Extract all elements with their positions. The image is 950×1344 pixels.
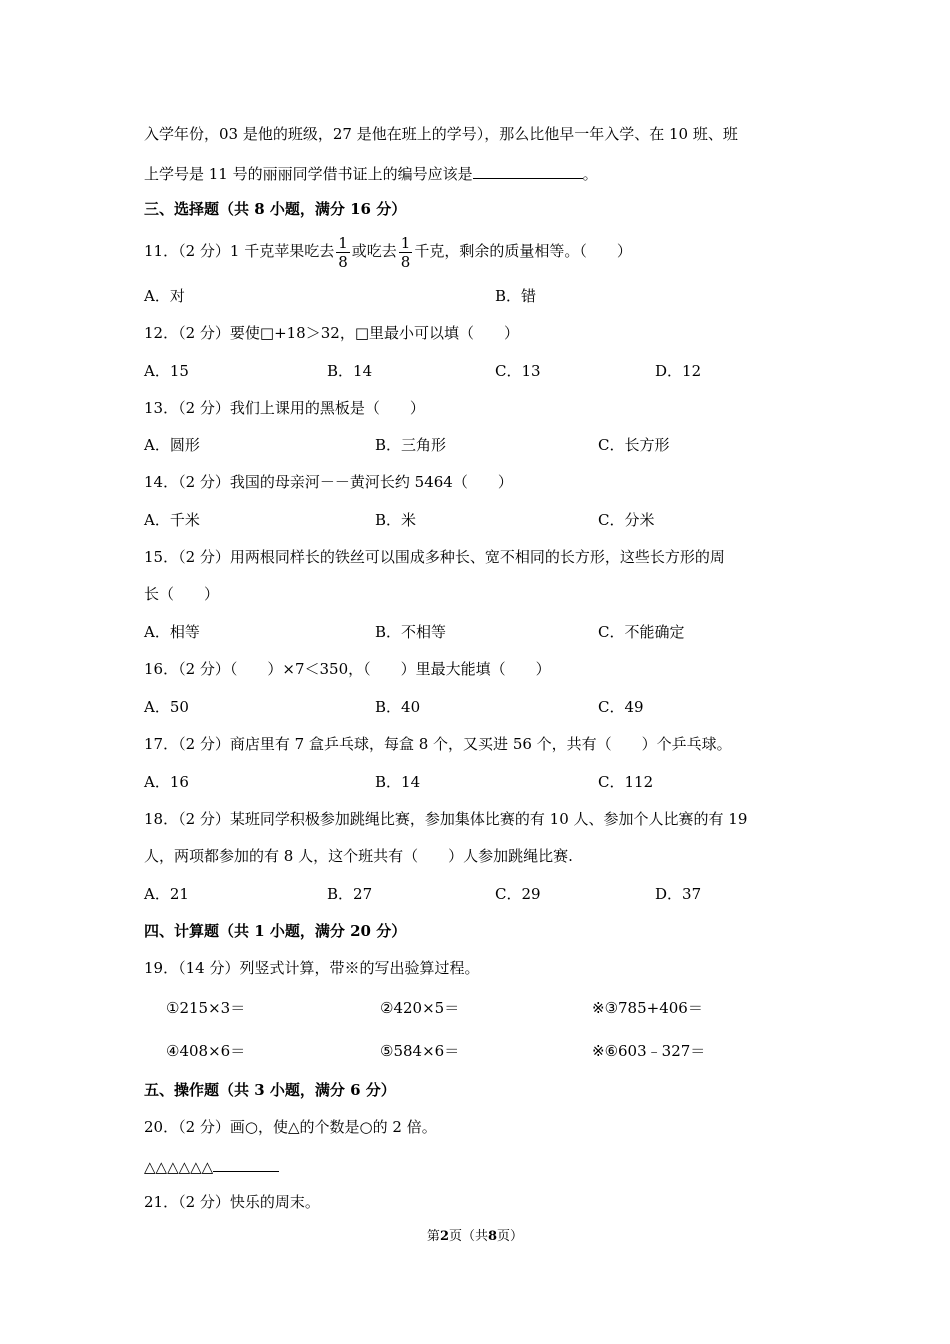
fraction bbox=[399, 234, 413, 271]
page-footer bbox=[0, 1228, 950, 1246]
option: D．37 bbox=[655, 885, 702, 903]
question-11 bbox=[144, 232, 632, 271]
footer-total: 8 bbox=[488, 1229, 498, 1244]
fraction-numerator: 1 bbox=[400, 233, 411, 252]
section-title-choice: 三、选择题（共 8 小题，满分 16 分） bbox=[144, 200, 407, 218]
question-text: 11．（2 分）1 千克苹果吃去 bbox=[144, 242, 335, 260]
option: A．21 bbox=[144, 885, 189, 903]
option: C．不能确定 bbox=[598, 623, 685, 641]
option: A．千米 bbox=[144, 511, 200, 529]
option: C．112 bbox=[598, 773, 654, 791]
footer-text: 页） bbox=[497, 1229, 524, 1244]
question-13: 13．（2 分）我们上课用的黑板是（ ） bbox=[144, 399, 425, 417]
option: A．16 bbox=[144, 773, 189, 791]
question-text: 千克，剩余的质量相等。（ ） bbox=[414, 242, 632, 260]
option: C．29 bbox=[495, 885, 541, 903]
calc-item: ②420×5＝ bbox=[380, 999, 460, 1017]
calc-item: ※⑥603﹣327＝ bbox=[592, 1042, 706, 1060]
option: A．对 bbox=[144, 287, 185, 305]
option: C．49 bbox=[598, 698, 644, 716]
calc-item: ※③785+406＝ bbox=[592, 999, 703, 1017]
option: C．13 bbox=[495, 362, 541, 380]
option: B．27 bbox=[327, 885, 373, 903]
question-20: 20．（2 分）画○，使△的个数是○的 2 倍。 bbox=[144, 1118, 437, 1136]
question-18: 18．（2 分）某班同学积极参加跳绳比赛，参加集体比赛的有 10 人、参加个人比赛的有 19 bbox=[144, 810, 748, 828]
option: A．15 bbox=[144, 362, 189, 380]
question-16: 16．（2 分）（ ）×7＜350，（ ）里最大能填（ ） bbox=[144, 660, 551, 678]
triangle-row: △△△△△△ bbox=[144, 1158, 214, 1176]
section-title-operation: 五、操作题（共 3 小题，满分 6 分） bbox=[144, 1081, 396, 1099]
calc-item: ⑤584×6＝ bbox=[380, 1042, 460, 1060]
answer-blank[interactable] bbox=[213, 1155, 279, 1172]
option: A．圆形 bbox=[144, 436, 200, 454]
question-21: 21．（2 分）快乐的周末。 bbox=[144, 1193, 320, 1211]
option: B．米 bbox=[375, 511, 417, 529]
option: A．50 bbox=[144, 698, 189, 716]
fraction-denominator: 8 bbox=[400, 252, 411, 271]
option: B．不相等 bbox=[375, 623, 447, 641]
option: B．40 bbox=[375, 698, 421, 716]
question-20-triangles bbox=[144, 1155, 279, 1177]
question-17: 17．（2 分）商店里有 7 盒乒乓球，每盒 8 个，又买进 56 个，共有（ ）个乒乓球。 bbox=[144, 735, 732, 753]
question-15-cont: 长（ ） bbox=[144, 585, 220, 603]
calc-item: ①215×3＝ bbox=[166, 999, 246, 1017]
fraction bbox=[336, 234, 350, 271]
option: C．分米 bbox=[598, 511, 655, 529]
section-title-calc: 四、计算题（共 1 小题，满分 20 分） bbox=[144, 922, 407, 940]
question-14: 14．（2 分）我国的母亲河－－黄河长约 5464（ ） bbox=[144, 473, 513, 491]
footer-text: 第 bbox=[426, 1229, 440, 1244]
option: A．相等 bbox=[144, 623, 200, 641]
option: B．14 bbox=[375, 773, 421, 791]
question-text: 或吃去 bbox=[351, 242, 397, 260]
line-text: 。 bbox=[582, 165, 598, 183]
option: C．长方形 bbox=[598, 436, 670, 454]
footer-page: 2 bbox=[439, 1229, 449, 1244]
question-15: 15．（2 分）用两根同样长的铁丝可以围成多种长、宽不相同的长方形，这些长方形的周 bbox=[144, 548, 725, 566]
line-text: 上学号是 11 号的丽丽同学借书证上的编号应该是 bbox=[144, 165, 473, 183]
line-continuation-1: 入学年份，03 是他的班级，27 是他在班上的学号），那么比他早一年入学、在 10 班、班 bbox=[144, 125, 738, 143]
fraction-denominator: 8 bbox=[338, 252, 348, 271]
question-18-cont: 人，两项都参加的有 8 人，这个班共有（ ）人参加跳绳比赛. bbox=[144, 847, 573, 865]
question-19: 19．（14 分）列竖式计算，带※的写出验算过程。 bbox=[144, 959, 480, 977]
line-continuation-2 bbox=[144, 162, 598, 184]
footer-text: 页（共 bbox=[448, 1229, 488, 1244]
fraction-numerator: 1 bbox=[338, 233, 348, 252]
option: B．14 bbox=[327, 362, 373, 380]
calc-item: ④408×6＝ bbox=[166, 1042, 246, 1060]
question-12: 12．（2 分）要使□+18＞32，□里最小可以填（ ） bbox=[144, 324, 519, 342]
option: B．三角形 bbox=[375, 436, 447, 454]
option: D．12 bbox=[655, 362, 702, 380]
option: B．错 bbox=[495, 287, 537, 305]
answer-blank[interactable] bbox=[473, 162, 583, 179]
